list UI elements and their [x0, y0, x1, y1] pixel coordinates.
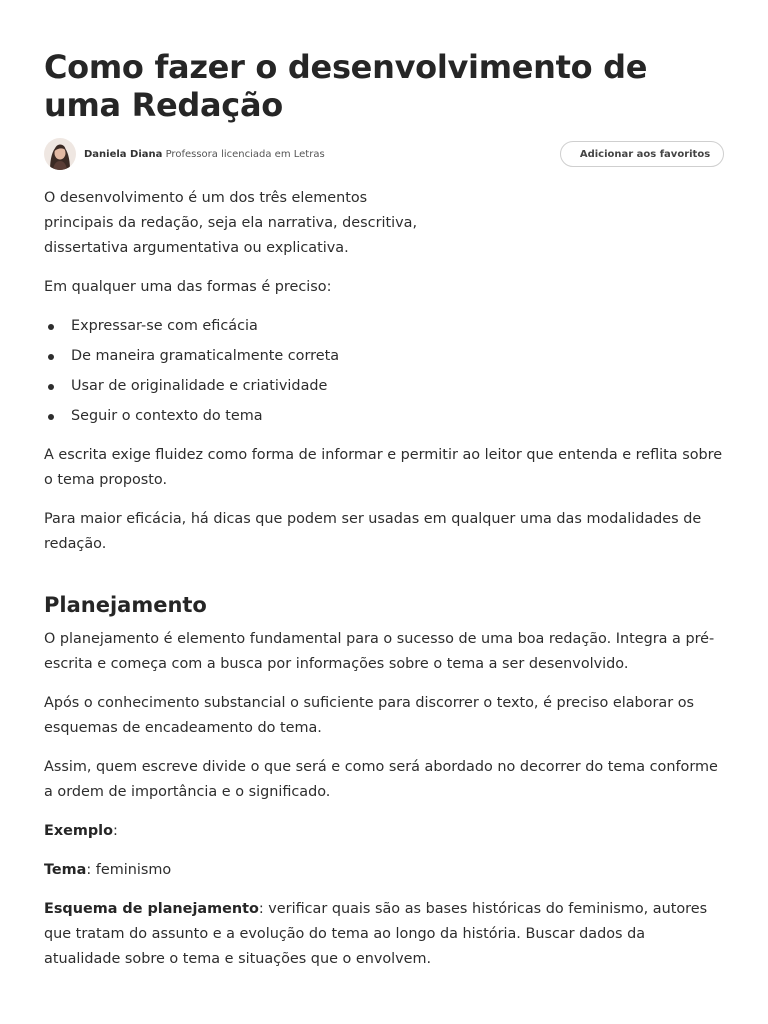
fluidez-paragraph: A escrita exige fluidez como forma de informar e permitir ao leitor que entenda e reflita sobre o tema proposto. [44, 447, 723, 488]
exemplo-label: Exemplo [44, 823, 113, 839]
tema-value: : feminismo [86, 862, 172, 878]
list-item-text: De maneira gramaticalmente correta [71, 348, 340, 364]
intro-paragraph: O desenvolvimento é um dos três elementos principais da redação, seja ela narrativa, descritiva, dissertativa argumentativa ou explicativa. [44, 190, 418, 256]
esquema-text: : verificar quais são as bases históricas do feminismo, autores que tratam do assunto e a evolução do tema ao longo da história. Buscar dados da atualidade sobre o tema e situações que o envolvem. [44, 901, 708, 967]
author-role: Professora licenciada em Letras [165, 148, 325, 160]
planejamento-paragraph-3: Assim, quem escreve divide o que será e como será abordado no decorrer do tema conforme a ordem de importância e o significado. [44, 759, 718, 800]
bullet-dot-icon [48, 354, 54, 360]
list-item [44, 374, 724, 399]
article-body [44, 186, 724, 972]
bullet-dot-icon [48, 384, 54, 390]
page-title: Como fazer o desenvolvimento de uma Redação [44, 48, 648, 124]
list-item [44, 344, 724, 369]
dicas-paragraph: Para maior eficácia, há dicas que podem ser usadas em qualquer uma das modalidades de redação. [44, 511, 702, 552]
avatar-portrait-icon [44, 138, 76, 170]
tema-label: Tema [44, 862, 87, 878]
list-item-text: Expressar-se com eficácia [71, 318, 258, 334]
tema-paragraph [44, 858, 724, 883]
bullet-dot-icon [48, 414, 54, 420]
exemplo-paragraph [44, 819, 724, 844]
list-item [44, 404, 724, 429]
list-intro-paragraph: Em qualquer uma das formas é preciso: [44, 279, 332, 295]
list-item-text: Seguir o contexto do tema [71, 408, 263, 424]
bullet-dot-icon [48, 324, 54, 330]
add-to-favorites-button[interactable]: Adicionar aos favoritos [560, 141, 724, 167]
author-info [84, 149, 325, 160]
planejamento-paragraph-1: O planejamento é elemento fundamental para o sucesso de uma boa redação. Integra a pré-escrita e começa com a busca por informações sobre o tema a ser desenvolvido. [44, 631, 715, 672]
esquema-label: Esquema de planejamento [44, 901, 259, 917]
author-avatar[interactable] [44, 138, 76, 170]
list-item-text: Usar de originalidade e criatividade [71, 378, 328, 394]
exemplo-suffix: : [113, 823, 118, 839]
planejamento-paragraph-2: Após o conhecimento substancial o suficiente para discorrer o texto, é preciso elaborar os esquemas de encadeamento do tema. [44, 695, 695, 736]
section-heading-planejamento: Planejamento [44, 593, 207, 617]
list-item [44, 314, 724, 339]
author-bar [44, 134, 724, 174]
requirements-list [44, 314, 724, 429]
esquema-paragraph [44, 897, 724, 972]
author-name[interactable]: Daniela Diana [84, 148, 163, 160]
